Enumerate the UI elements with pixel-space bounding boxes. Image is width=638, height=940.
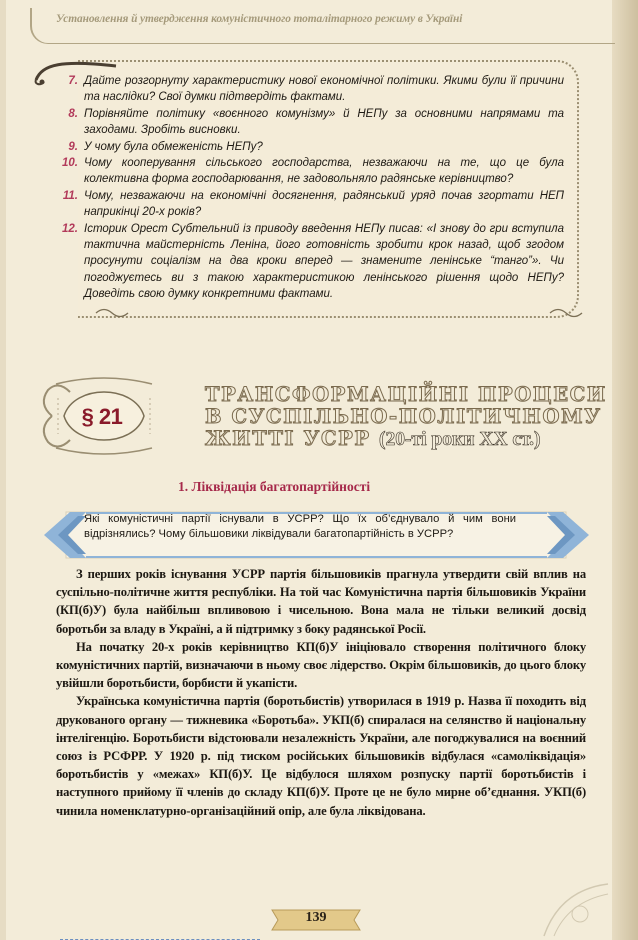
- question-number: 12.: [62, 222, 78, 235]
- question-item: [56, 221, 564, 303]
- question-text: Порівняйте політику «воєнного комунізму» й НЕПу за основними напрямами та заходами. Зробіть висновки.: [84, 107, 564, 137]
- section-number: § 21: [81, 404, 123, 429]
- subsection-heading: 1. Ліквідація багатопартійності: [178, 479, 371, 494]
- section-title-line-2: В СУСПІЛЬНО-ПОЛІТИЧНОМУ: [205, 405, 602, 428]
- body-paragraph: З перших років існування УСРР партія більшовиків прагнула утвердити свій вплив на суспільно-політичне життя республіки. На той час Комуністична партія більшовиків України (КП(б)У) була найбільш впливовою і чисельною. Вона мала не тільки великий досвід боротьби за владу в Україні, а й підтримку з боку радянської Росії.: [56, 567, 586, 636]
- question-number: 7.: [68, 75, 78, 87]
- section-title-period: (20-ті роки XX ст.): [379, 429, 541, 450]
- ornament-divider-icon: [94, 306, 584, 320]
- section-title-line-3-wrap: [205, 428, 625, 451]
- body-text: [56, 565, 586, 820]
- corner-ornament-icon: [540, 880, 612, 940]
- question-text: Історик Орест Субтельний із приводу введення НЕПу писав: «І знову до гри вступила тактична майстерність Леніна, його готовність зробити крок назад, щоб згодом просунути соціалізм на два кроки вперед — знаменитe ленінське “танго”». Чи погоджуєтесь ви з такою характеристикою ленінського рішення щодо НЕПу? Доведіть свою думку конкретними фактами.: [84, 222, 564, 301]
- question-number: 11.: [62, 189, 78, 202]
- page-left-edge: [0, 0, 6, 940]
- running-header-title: Установлення й утвердження комуністичного тоталітарного режиму в Україні: [56, 13, 463, 25]
- questions-list: [56, 73, 564, 303]
- subsection-prompt: Які комуністичні партії існували в УСРР? Що їх об’єднувало й чим вони відрізнялись? Чому більшовики ліквідували багатопартійність в УСРР?: [84, 513, 516, 540]
- question-number: 9.: [68, 140, 78, 153]
- question-number: 8.: [68, 107, 78, 120]
- body-paragraph: Українська комуністична партія (боротьбистів) утворилася в 1919 р. Назва її походить від друкованого органу — тижневика «Боротьба». УКП(б) спиралася на селянство й національну інтелігенцію. Боротьбисти відстоювали незалежність України, але погоджувалися на воєнний союз із РСФРР. У 1920 р. під тиском російських більшовиків відбулася «самоліквідація» боротьбистів у «межах» КП(б)У. Це відбулося шляхом розпуску партії боротьбистів і наступного прийому її членів до складу КП(б)У. Проте це не було мирне об’єднання. УКП(б) чинила номенклатурно-організаційний опір, але була ліквідована.: [56, 694, 586, 818]
- page-number: 139: [305, 910, 327, 925]
- question-text: Дайте розгорнуту характеристику нової економічної політики. Якими були її причини та наслідки? Свої думки підтвердіть фактами.: [84, 75, 564, 104]
- question-number: 10.: [62, 157, 78, 170]
- section-title-line-1: ТРАНСФОРМАЦІЙНІ ПРОЦЕСИ: [205, 383, 607, 406]
- question-item: [56, 73, 564, 106]
- section-title: [205, 384, 625, 451]
- page-right-edge: [612, 0, 638, 940]
- bottom-edge-line: [60, 934, 260, 940]
- body-paragraph: На початку 20-х років керівництво КП(б)У ініціювало створення політичного блоку комуністичних партій, визначаючи в ньому своє лідерство. Окрім більшовиків, до цього блоку увійшли боротьбисти, борбисти й укапісти.: [56, 639, 586, 691]
- question-item: [56, 139, 564, 155]
- question-item: [56, 188, 564, 221]
- question-item: [56, 106, 564, 139]
- question-text: У чому була обмеженість НЕПу?: [84, 140, 263, 153]
- question-item: [56, 155, 564, 188]
- question-text: Чому кооперування сільського господарства, незважаючи на те, що це була колективна форма господарювання, не задовольняло радянське керівництво?: [84, 157, 564, 186]
- section-title-line-3: ЖИТТІ УСРР: [205, 427, 371, 450]
- question-text: Чому, незважаючи на економічні досягнення, радянський уряд почав згортати НЕП наприкінці 20-х років?: [84, 189, 564, 219]
